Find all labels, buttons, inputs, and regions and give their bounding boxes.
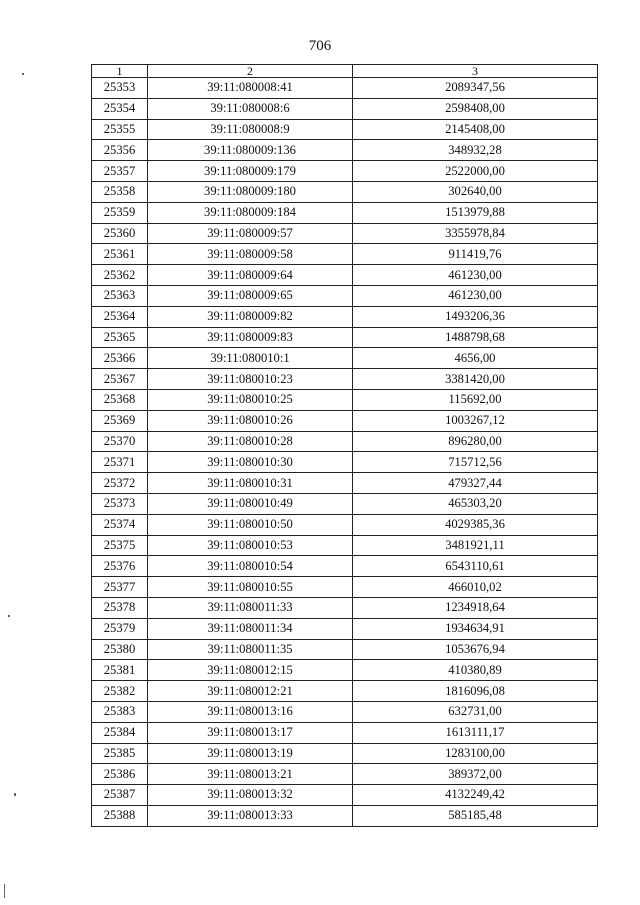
value-cell: 2522000,00 xyxy=(353,161,598,182)
cadastral-number-cell: 39:11:080009:82 xyxy=(148,306,353,327)
table-row xyxy=(92,181,598,202)
table-row xyxy=(92,701,598,722)
table-row xyxy=(92,161,598,182)
row-number-cell: 25381 xyxy=(92,660,148,681)
value-cell: 1053676,94 xyxy=(353,639,598,660)
cadastral-number-cell: 39:11:080010:1 xyxy=(148,348,353,369)
table-row xyxy=(92,410,598,431)
value-cell: 2598408,00 xyxy=(353,98,598,119)
cadastral-number-cell: 39:11:080008:6 xyxy=(148,98,353,119)
column-header-2: 2 xyxy=(148,65,353,78)
column-header-1: 1 xyxy=(92,65,148,78)
row-number-cell: 25356 xyxy=(92,140,148,161)
value-cell: 1283100,00 xyxy=(353,743,598,764)
cadastral-number-cell: 39:11:080010:31 xyxy=(148,473,353,494)
cadastral-number-cell: 39:11:080013:21 xyxy=(148,764,353,785)
value-cell: 4132249,42 xyxy=(353,785,598,806)
table-row xyxy=(92,618,598,639)
value-cell: 1003267,12 xyxy=(353,410,598,431)
table-row xyxy=(92,660,598,681)
value-cell: 911419,76 xyxy=(353,244,598,265)
value-cell: 302640,00 xyxy=(353,181,598,202)
value-cell: 3481921,11 xyxy=(353,535,598,556)
table-body xyxy=(92,78,598,827)
table-row xyxy=(92,265,598,286)
table-row xyxy=(92,327,598,348)
row-number-cell: 25374 xyxy=(92,514,148,535)
row-number-cell: 25361 xyxy=(92,244,148,265)
table-row xyxy=(92,764,598,785)
value-cell: 1234918,64 xyxy=(353,597,598,618)
cadastral-number-cell: 39:11:080009:83 xyxy=(148,327,353,348)
cadastral-number-cell: 39:11:080013:19 xyxy=(148,743,353,764)
row-number-cell: 25364 xyxy=(92,306,148,327)
cadastral-number-cell: 39:11:080008:9 xyxy=(148,119,353,140)
scan-artifact xyxy=(22,73,24,75)
value-cell: 3355978,84 xyxy=(353,223,598,244)
page-number: 706 xyxy=(308,38,332,54)
row-number-cell: 25360 xyxy=(92,223,148,244)
table-row xyxy=(92,389,598,410)
cadastral-number-cell: 39:11:080009:64 xyxy=(148,265,353,286)
scan-artifact xyxy=(4,884,5,898)
cadastral-number-cell: 39:11:080009:57 xyxy=(148,223,353,244)
cadastral-number-cell: 39:11:080010:25 xyxy=(148,389,353,410)
cadastral-number-cell: 39:11:080009:180 xyxy=(148,181,353,202)
row-number-cell: 25359 xyxy=(92,202,148,223)
value-cell: 896280,00 xyxy=(353,431,598,452)
row-number-cell: 25380 xyxy=(92,639,148,660)
table-row xyxy=(92,514,598,535)
value-cell: 1513979,88 xyxy=(353,202,598,223)
table-row xyxy=(92,348,598,369)
cadastral-number-cell: 39:11:080010:50 xyxy=(148,514,353,535)
row-number-cell: 25378 xyxy=(92,597,148,618)
cadastral-number-cell: 39:11:080009:184 xyxy=(148,202,353,223)
value-cell: 1488798,68 xyxy=(353,327,598,348)
register-table xyxy=(91,64,598,827)
header-row xyxy=(92,65,598,78)
row-number-cell: 25366 xyxy=(92,348,148,369)
cadastral-number-cell: 39:11:080013:32 xyxy=(148,785,353,806)
table-row xyxy=(92,452,598,473)
value-cell: 2089347,56 xyxy=(353,78,598,99)
table-row xyxy=(92,535,598,556)
cadastral-number-cell: 39:11:080011:34 xyxy=(148,618,353,639)
row-number-cell: 25368 xyxy=(92,389,148,410)
row-number-cell: 25371 xyxy=(92,452,148,473)
cadastral-number-cell: 39:11:080010:30 xyxy=(148,452,353,473)
cadastral-number-cell: 39:11:080013:17 xyxy=(148,722,353,743)
table-row xyxy=(92,577,598,598)
row-number-cell: 25382 xyxy=(92,681,148,702)
cadastral-number-cell: 39:11:080009:65 xyxy=(148,285,353,306)
value-cell: 1613111,17 xyxy=(353,722,598,743)
table-row xyxy=(92,681,598,702)
row-number-cell: 25369 xyxy=(92,410,148,431)
value-cell: 3381420,00 xyxy=(353,369,598,390)
table-row xyxy=(92,78,598,99)
cadastral-number-cell: 39:11:080013:33 xyxy=(148,805,353,826)
row-number-cell: 25384 xyxy=(92,722,148,743)
cadastral-number-cell: 39:11:080008:41 xyxy=(148,78,353,99)
table-row xyxy=(92,493,598,514)
value-cell: 461230,00 xyxy=(353,265,598,286)
row-number-cell: 25379 xyxy=(92,618,148,639)
table-row xyxy=(92,556,598,577)
column-header-3: 3 xyxy=(353,65,598,78)
row-number-cell: 25363 xyxy=(92,285,148,306)
row-number-cell: 25367 xyxy=(92,369,148,390)
table-header xyxy=(92,65,598,78)
cadastral-number-cell: 39:11:080010:53 xyxy=(148,535,353,556)
value-cell: 1816096,08 xyxy=(353,681,598,702)
row-number-cell: 25362 xyxy=(92,265,148,286)
value-cell: 115692,00 xyxy=(353,389,598,410)
value-cell: 348932,28 xyxy=(353,140,598,161)
row-number-cell: 25358 xyxy=(92,181,148,202)
value-cell: 2145408,00 xyxy=(353,119,598,140)
cadastral-number-cell: 39:11:080010:28 xyxy=(148,431,353,452)
table-row xyxy=(92,597,598,618)
table-row xyxy=(92,473,598,494)
row-number-cell: 25365 xyxy=(92,327,148,348)
cadastral-number-cell: 39:11:080012:15 xyxy=(148,660,353,681)
table-row xyxy=(92,98,598,119)
value-cell: 4029385,36 xyxy=(353,514,598,535)
row-number-cell: 25376 xyxy=(92,556,148,577)
row-number-cell: 25388 xyxy=(92,805,148,826)
row-number-cell: 25372 xyxy=(92,473,148,494)
row-number-cell: 25353 xyxy=(92,78,148,99)
row-number-cell: 25387 xyxy=(92,785,148,806)
row-number-cell: 25355 xyxy=(92,119,148,140)
cadastral-number-cell: 39:11:080011:35 xyxy=(148,639,353,660)
cadastral-number-cell: 39:11:080011:33 xyxy=(148,597,353,618)
cadastral-number-cell: 39:11:080010:54 xyxy=(148,556,353,577)
cadastral-number-cell: 39:11:080010:49 xyxy=(148,493,353,514)
row-number-cell: 25385 xyxy=(92,743,148,764)
row-number-cell: 25377 xyxy=(92,577,148,598)
table-row xyxy=(92,223,598,244)
value-cell: 410380,89 xyxy=(353,660,598,681)
cadastral-number-cell: 39:11:080010:26 xyxy=(148,410,353,431)
table-row xyxy=(92,431,598,452)
value-cell: 1493206,36 xyxy=(353,306,598,327)
table-row xyxy=(92,369,598,390)
table-row xyxy=(92,285,598,306)
cadastral-number-cell: 39:11:080012:21 xyxy=(148,681,353,702)
table-row xyxy=(92,244,598,265)
value-cell: 465303,20 xyxy=(353,493,598,514)
cadastral-number-cell: 39:11:080009:136 xyxy=(148,140,353,161)
value-cell: 585185,48 xyxy=(353,805,598,826)
scan-artifact xyxy=(8,615,10,617)
table-row xyxy=(92,306,598,327)
value-cell: 466010,02 xyxy=(353,577,598,598)
value-cell: 1934634,91 xyxy=(353,618,598,639)
scan-artifact xyxy=(14,793,16,796)
value-cell: 461230,00 xyxy=(353,285,598,306)
table-row xyxy=(92,119,598,140)
cadastral-number-cell: 39:11:080009:58 xyxy=(148,244,353,265)
table-row xyxy=(92,785,598,806)
row-number-cell: 25373 xyxy=(92,493,148,514)
row-number-cell: 25357 xyxy=(92,161,148,182)
value-cell: 479327,44 xyxy=(353,473,598,494)
table-row xyxy=(92,639,598,660)
cadastral-number-cell: 39:11:080010:55 xyxy=(148,577,353,598)
value-cell: 715712,56 xyxy=(353,452,598,473)
cadastral-number-cell: 39:11:080010:23 xyxy=(148,369,353,390)
row-number-cell: 25375 xyxy=(92,535,148,556)
table-row xyxy=(92,202,598,223)
table-row xyxy=(92,722,598,743)
table-row xyxy=(92,743,598,764)
cadastral-number-cell: 39:11:080013:16 xyxy=(148,701,353,722)
table-row xyxy=(92,805,598,826)
value-cell: 389372,00 xyxy=(353,764,598,785)
row-number-cell: 25354 xyxy=(92,98,148,119)
value-cell: 632731,00 xyxy=(353,701,598,722)
row-number-cell: 25383 xyxy=(92,701,148,722)
cadastral-number-cell: 39:11:080009:179 xyxy=(148,161,353,182)
row-number-cell: 25370 xyxy=(92,431,148,452)
table-row xyxy=(92,140,598,161)
value-cell: 4656,00 xyxy=(353,348,598,369)
value-cell: 6543110,61 xyxy=(353,556,598,577)
row-number-cell: 25386 xyxy=(92,764,148,785)
